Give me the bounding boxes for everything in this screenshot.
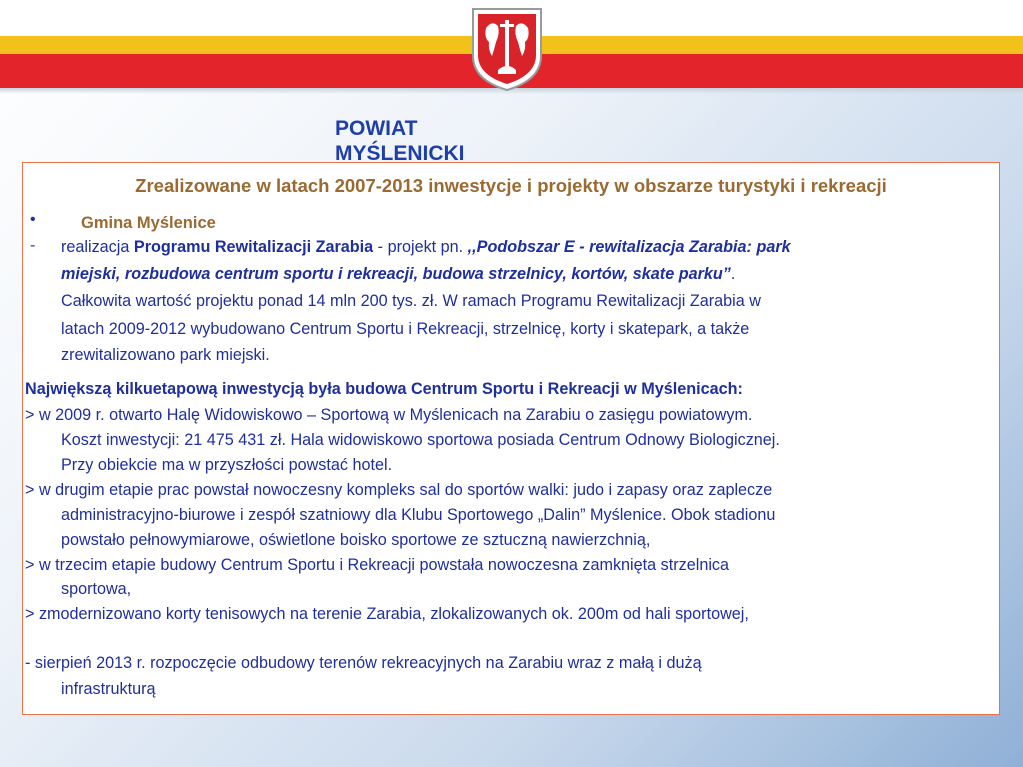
dash-marker: - bbox=[30, 237, 36, 254]
list-line: administracyjno-biurowe i zespół szatniowy dla Klubu Sportowego „Dalin” Myślenice. Obok stadionu bbox=[61, 506, 776, 524]
coat-of-arms-icon bbox=[470, 6, 544, 92]
paragraph-line-3: Całkowita wartość projektu ponad 14 mln 200 tys. zł. W ramach Programu Rewitalizacji Zarabia w bbox=[61, 292, 761, 310]
list-line: infrastrukturą bbox=[61, 680, 156, 698]
paragraph-line-1: realizacja Programu Rewitalizacji Zarabia - projekt pn. ,,Podobszar E - rewitalizacja Zarabia: park bbox=[61, 238, 791, 256]
region-title: POWIAT MYŚLENICKI bbox=[335, 117, 465, 162]
list-line: - sierpień 2013 r. rozpoczęcie odbudowy terenów rekreacyjnych na Zarabiu wraz z małą i dużą bbox=[25, 654, 702, 672]
paragraph-line-2: miejski, rozbudowa centrum sportu i rekreacji, budowa strzelnicy, kortów, skate parku”. bbox=[61, 265, 736, 283]
paragraph-line-5: zrewitalizowano park miejski. bbox=[61, 346, 270, 364]
bullet-dot: • bbox=[30, 211, 36, 228]
list-line: powstało pełnowymiarowe, oświetlone boisko sportowe ze sztuczną nawierzchnią, bbox=[61, 531, 651, 549]
list-line: Koszt inwestycji: 21 475 431 zł. Hala widowiskowo sportowa posiada Centrum Odnowy Biologicznej. bbox=[61, 431, 780, 449]
list-line: sportowa, bbox=[61, 580, 132, 598]
slide-title: Zrealizowane w latach 2007-2013 inwestycje i projekty w obszarze turystyki i rekreacji bbox=[135, 175, 887, 196]
list-line: Przy obiekcie ma w przyszłości powstać hotel. bbox=[61, 456, 393, 474]
list-line: > zmodernizowano korty tenisowych na terenie Zarabia, zlokalizowanych ok. 200m od hali sportowej, bbox=[25, 605, 749, 623]
list-line: > w 2009 r. otwarto Halę Widowiskowo – Sportową w Myślenicach na Zarabiu o zasięgu powiatowym. bbox=[25, 406, 753, 424]
section-label: Gmina Myślenice bbox=[81, 214, 216, 232]
section-heading: Największą kilkuetapową inwestycją była budowa Centrum Sportu i Rekreacji w Myślenicach: bbox=[25, 380, 743, 398]
paragraph-line-4: latach 2009-2012 wybudowano Centrum Sportu i Rekreacji, strzelnicę, korty i skatepark, a także bbox=[61, 320, 750, 338]
list-line: > w trzecim etapie budowy Centrum Sportu i Rekreacji powstała nowoczesna zamknięta strzelnica bbox=[25, 556, 730, 574]
list-line: > w drugim etapie prac powstał nowoczesny kompleks sal do sportów walki: judo i zapasy oraz zaplecze bbox=[25, 481, 773, 499]
content-panel bbox=[22, 162, 1000, 715]
